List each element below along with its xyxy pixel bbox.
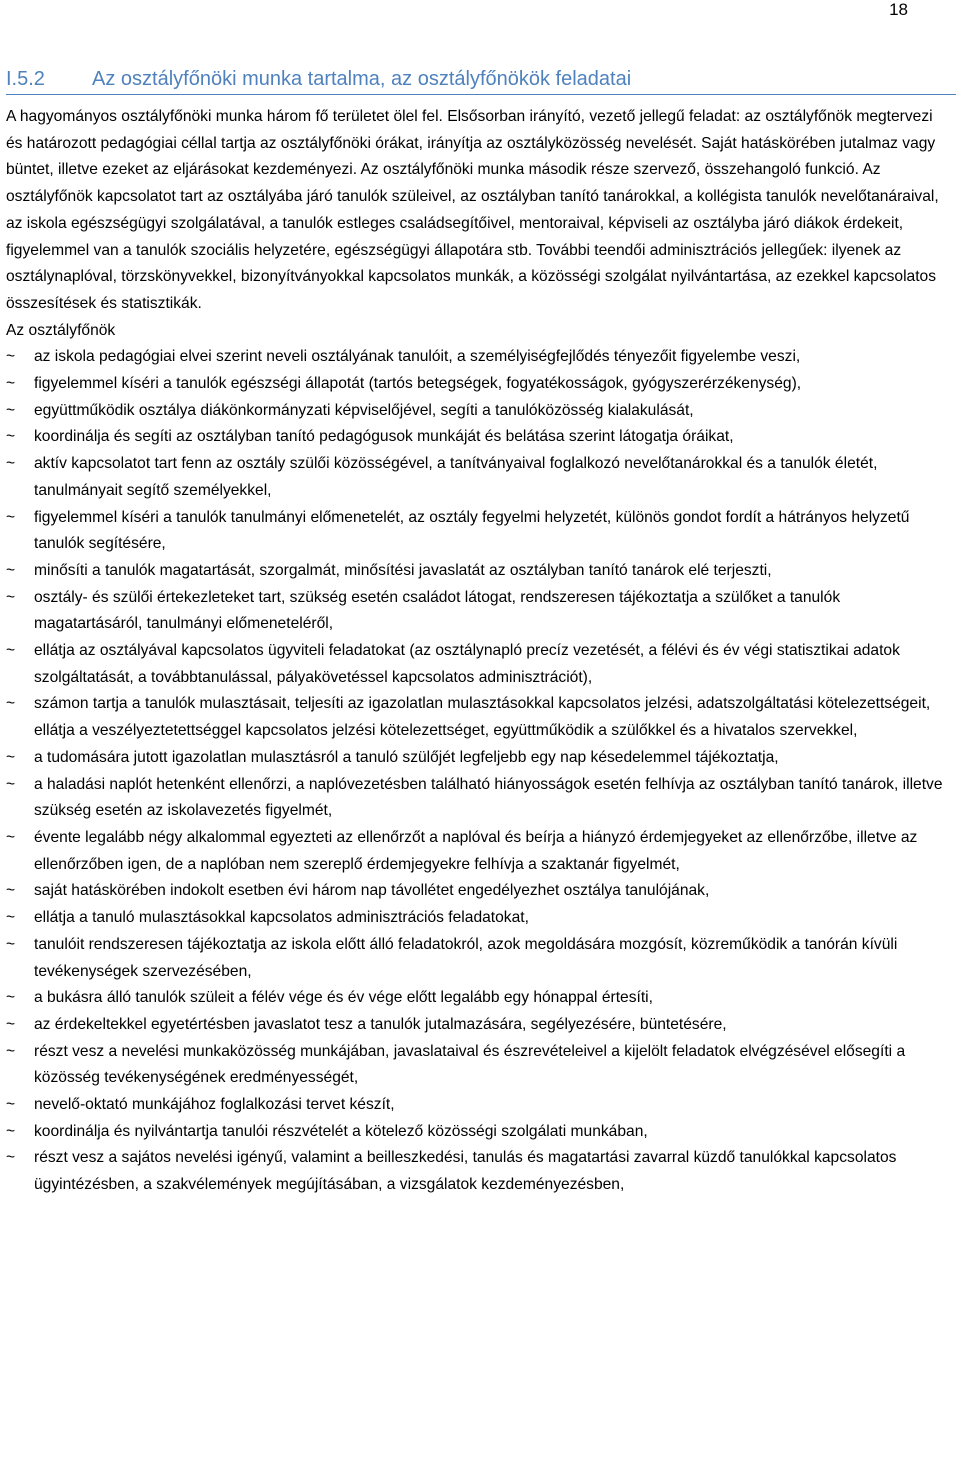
tilde-bullet-icon: ~ xyxy=(6,375,16,393)
duty-item xyxy=(6,932,950,985)
duty-text: a tudomására jutott igazolatlan mulasztásról a tanuló szülőjét legfeljebb egy nap késedelemmel tájékoztatja, xyxy=(34,748,779,766)
duty-text: koordinálja és segíti az osztályban tanító pedagógusok munkáját és belátása szerint látogatja óráikat, xyxy=(34,428,734,446)
tilde-bullet-icon: ~ xyxy=(6,348,16,366)
duty-text: koordinálja és nyilvántartja tanulói részvételét a kötelező közösségi szolgálati munkában, xyxy=(34,1122,648,1140)
duty-item xyxy=(6,424,950,451)
duty-item xyxy=(6,1092,950,1119)
duty-text: saját hatáskörében indokolt esetben évi három nap távollétet engedélyezhet osztálya tanulójának, xyxy=(34,882,710,900)
duty-text: nevelő-oktató munkájához foglalkozási tervet készít, xyxy=(34,1096,395,1114)
section-heading xyxy=(6,66,956,95)
duty-item xyxy=(6,1145,950,1198)
duty-item xyxy=(6,505,950,558)
duty-text: figyelemmel kíséri a tanulók egészségi állapotát (tartós betegségek, fogyatékosságok, gyógyszerérzékenység), xyxy=(34,375,802,393)
duty-item xyxy=(6,344,950,371)
duty-item xyxy=(6,691,950,744)
duty-item xyxy=(6,371,950,398)
tilde-bullet-icon: ~ xyxy=(6,428,16,446)
duty-item xyxy=(6,558,950,585)
duty-text: évente legalább négy alkalommal egyezteti az ellenőrzőt a naplóval és beírja a hiányzó érdemjegyeket az ellenőrzőbe, illetve az ellenőrzőben igen, de a naplóban nem szereplő érdemjegyekre felhívja a szaktanár figyelmét, xyxy=(34,828,918,873)
tilde-bullet-icon: ~ xyxy=(6,508,16,526)
duty-text: aktív kapcsolatot tart fenn az osztály szülői közösségével, a tanítványaival foglalkozó nevelőtanárokkal és a tanulók életét, tanulmányait segítő személyekkel, xyxy=(34,455,878,499)
duty-item xyxy=(6,398,950,425)
duty-item xyxy=(6,1119,950,1146)
duty-item xyxy=(6,772,950,825)
duty-text: ellátja a tanuló mulasztásokkal kapcsolatos adminisztrációs feladatokat, xyxy=(34,909,529,927)
tilde-bullet-icon: ~ xyxy=(6,828,16,846)
duty-item xyxy=(6,1039,950,1092)
tilde-bullet-icon: ~ xyxy=(6,775,16,793)
intro-paragraph: A hagyományos osztályfőnöki munka három fő területet ölel fel. Elsősorban irányító, vezető jellegű feladat: az osztályfőnök megtervezi és határozott pedagógiai céllal tartja az osztályfőnöki órákat, irányítja az osztályközösség nevelését. Saját hatáskörében jutalmaz vagy büntet, illetve ezeket az eljárásokat kezdeményezi. Az osztályfőnöki munka második része szervező, összehangoló funkció. Az osztályfőnök kapcsolatot tart az osztályába járó tanulók szüleivel, az osztályban tanító tanárokkal, a kollégista tanulók nevelőtanáraival, az iskola egészségügyi szolgálatával, a tanulók estleges családsegítőivel, mentoraival, képviseli az osztályba járó diákok érdekeit, figyelemmel van a tanulók szociális helyzetére, egészségügyi állapotára stb. További teendői adminisztrációs jellegűek: ilyenek az osztálynaplóval, törzskönyvekkel, bizonyítványokkal kapcsolatos munkák, a közösségi szolgálat nyilvántartása, az ezekkel kapcsolatos összesítések és statisztikák. xyxy=(6,108,939,312)
duty-item xyxy=(6,745,950,772)
tilde-bullet-icon: ~ xyxy=(6,748,16,766)
tilde-bullet-icon: ~ xyxy=(6,909,16,927)
duty-text: részt vesz a sajátos nevelési igényű, valamint a beilleszkedési, tanulás és magatartási zavarral küzdő tanulókkal kapcsolatos ügyintézésben, a szakvélemények megújításában, a vizsgálatok kezdeményezésben, xyxy=(34,1149,897,1194)
tilde-bullet-icon: ~ xyxy=(6,935,16,953)
duties-list xyxy=(6,344,950,1199)
duty-item xyxy=(6,905,950,932)
tilde-bullet-icon: ~ xyxy=(6,588,16,606)
tilde-bullet-icon: ~ xyxy=(6,561,16,579)
duty-item xyxy=(6,638,950,691)
duty-text: osztály- és szülői értekezleteket tart, szükség esetén családot látogat, rendszeresen tájékoztatja a szülőket a tanulók magatartásáról, tanulmányi előmeneteléről, xyxy=(34,588,841,633)
duty-text: figyelemmel kíséri a tanulók tanulmányi előmenetelét, az osztály fegyelmi helyzetét, különös gondot fordít a hátrányos helyzetű tanulók segítésére, xyxy=(34,508,910,553)
tilde-bullet-icon: ~ xyxy=(6,1015,16,1033)
tilde-bullet-icon: ~ xyxy=(6,642,16,660)
tilde-bullet-icon: ~ xyxy=(6,455,16,473)
duty-item xyxy=(6,825,950,878)
tilde-bullet-icon: ~ xyxy=(6,401,16,419)
duty-text: a bukásra álló tanulók szüleit a félév vége és év vége előtt legalább egy hónappal értesíti, xyxy=(34,989,653,1007)
duty-item xyxy=(6,585,950,638)
section-number: I.5.2 xyxy=(6,68,45,90)
duty-item xyxy=(6,1012,950,1039)
tilde-bullet-icon: ~ xyxy=(6,882,16,900)
duty-text: tanulóit rendszeresen tájékoztatja az iskola előtt álló feladatokról, azok megoldására mozgósít, közreműködik a tanórán kívüli tevékenységek szervezésében, xyxy=(34,935,898,980)
duty-text: minősíti a tanulók magatartását, szorgalmát, minősítési javaslatát az osztályban tanító tanárok elé terjeszti, xyxy=(34,561,772,579)
duty-text: ellátja az osztályával kapcsolatos ügyviteli feladatokat (az osztálynapló precíz vezetését, a félévi és év végi statisztikai adatok szolgáltatását, a továbbtanulással, pályakövetéssel kapcsolatos adminisztrációt), xyxy=(34,642,900,686)
tilde-bullet-icon: ~ xyxy=(6,1122,16,1140)
duty-text: számon tartja a tanulók mulasztásait, teljesíti az igazolatlan mulasztásokkal kapcsolatos jelzési, adatszolgáltatási kötelezettségeit, ellátja a veszélyeztetettséggel kapcsolatos jelzési kötelezettséget, együttműködik a szülőkkel és a hivatalos szervekkel, xyxy=(34,695,931,740)
duty-item xyxy=(6,451,950,504)
duty-text: részt vesz a nevelési munkaközösség munkájában, javaslataival és észrevételeivel a kijelölt feladatok elvégzésével elősegíti a közösség tevékenységének eredményességét, xyxy=(34,1042,906,1087)
tilde-bullet-icon: ~ xyxy=(6,989,16,1007)
duty-text: az iskola pedagógiai elvei szerint neveli osztályának tanulóit, a személyiségfejlődés tényezőit figyelembe veszi, xyxy=(34,348,801,366)
duties-lead: Az osztályfőnök xyxy=(6,321,116,339)
tilde-bullet-icon: ~ xyxy=(6,1096,16,1114)
duty-item xyxy=(6,878,950,905)
section-title: Az osztályfőnöki munka tartalma, az osztályfőnökök feladatai xyxy=(92,68,632,90)
duty-item xyxy=(6,985,950,1012)
tilde-bullet-icon: ~ xyxy=(6,695,16,713)
duty-text: együttműködik osztálya diákönkormányzati képviselőjével, segíti a tanulóközösség kialakulását, xyxy=(34,401,694,419)
duty-text: a haladási naplót hetenként ellenőrzi, a naplóvezetésben található hiányosságok esetén felhívja az osztályban tanító tanárok, illetve szükség esetén az iskolavezetés figyelmét, xyxy=(34,775,943,820)
duty-text: az érdekeltekkel egyetértésben javaslatot tesz a tanulók jutalmazására, segélyezésére, büntetésére, xyxy=(34,1015,727,1033)
page-number: 18 xyxy=(889,0,908,19)
body-text xyxy=(6,104,950,1199)
tilde-bullet-icon: ~ xyxy=(6,1149,16,1167)
tilde-bullet-icon: ~ xyxy=(6,1042,16,1060)
